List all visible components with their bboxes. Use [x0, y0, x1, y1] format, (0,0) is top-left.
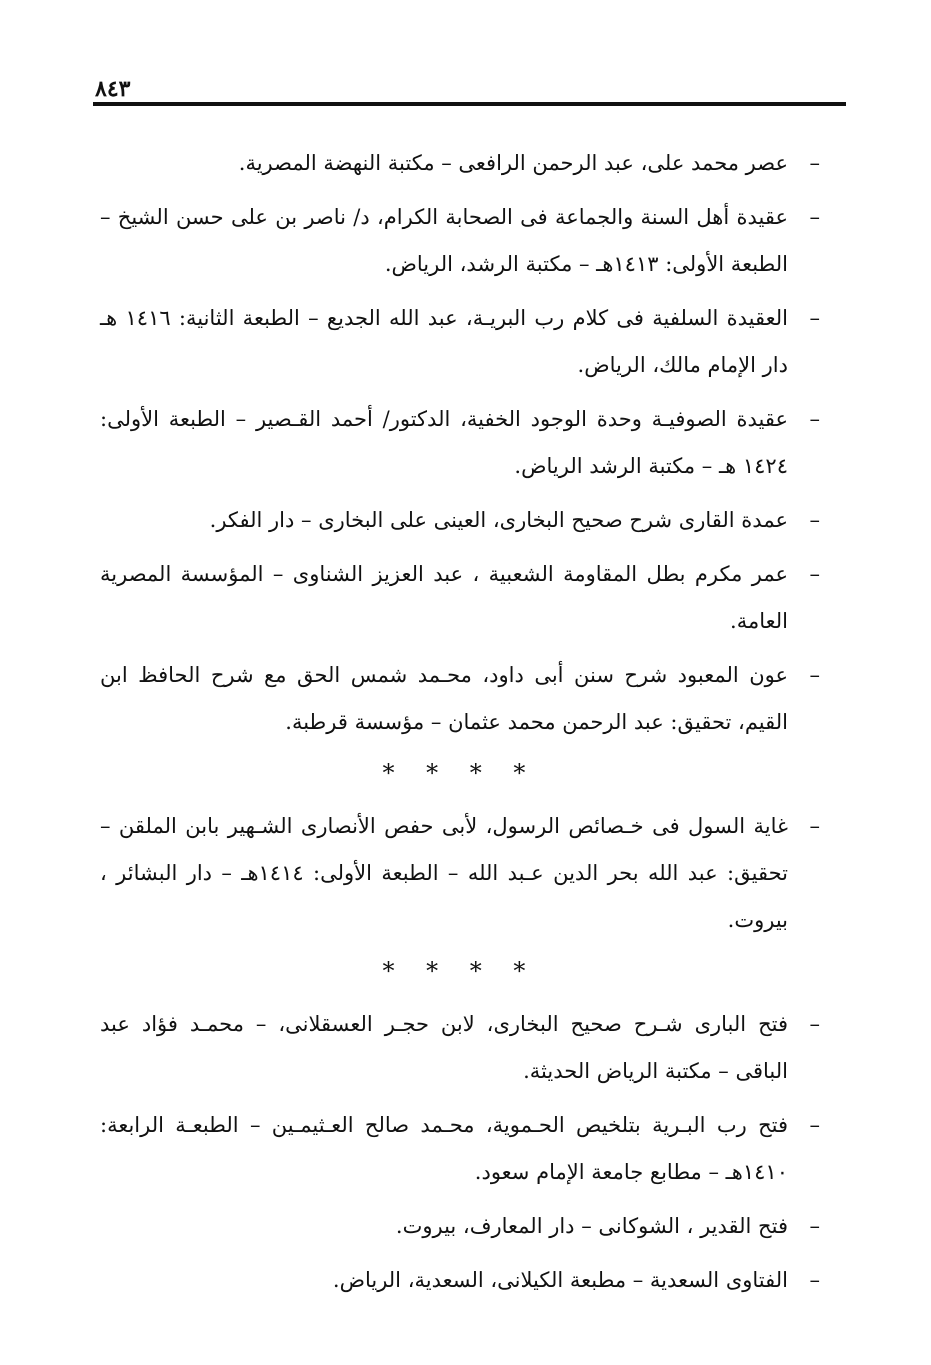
bibliography-entry — [100, 1102, 820, 1196]
bibliography-entry — [100, 396, 820, 490]
bibliography-entry — [100, 1257, 820, 1304]
bibliography-entry — [100, 1001, 820, 1095]
bibliography — [100, 140, 820, 1311]
section-separator: * * * * — [382, 957, 538, 985]
bibliography-entry — [100, 1203, 820, 1250]
bibliography-entry — [100, 194, 820, 288]
entry-text: عون المعبود شرح سنن أبى داود، محـمد شمس الحق مع شرح الحافظ ابن القيم، تحقيق: عبد الرحمن محمد عثمان – مؤسسة قرطبة. — [100, 663, 788, 734]
entry-dash: – — [809, 1113, 820, 1137]
page-number: ٨٤٣ — [95, 76, 131, 102]
bibliography-entry — [100, 803, 820, 944]
bibliography-entry — [100, 652, 820, 746]
entry-dash: – — [809, 1214, 820, 1238]
entry-dash: – — [809, 663, 820, 687]
header-rule — [93, 102, 846, 106]
entry-text: عصر محمد على، عبد الرحمن الرافعى – مكتبة النهضة المصرية. — [238, 151, 788, 175]
entry-dash: – — [809, 562, 820, 586]
entry-dash: – — [809, 814, 820, 838]
entry-text: عقيدة أهل السنة والجماعة فى الصحابة الكرام، د/ ناصر بن على حسن الشيخ – الطبعة الأولى: ١٤١٣هـ – مكتبة الرشد، الرياض. — [100, 205, 788, 276]
entry-dash: – — [809, 205, 820, 229]
bibliography-entry — [100, 497, 820, 544]
bibliography-entry — [100, 295, 820, 389]
entry-dash: – — [809, 508, 820, 532]
entry-text: عمر مكرم بطل المقاومة الشعبية ، عبد العزيز الشناوى – المؤسسة المصرية العامة. — [100, 562, 788, 633]
entry-dash: – — [809, 407, 820, 431]
section-separator: * * * * — [382, 759, 538, 787]
bibliography-entry — [100, 140, 820, 187]
entry-text: غاية السول فى خـصائص الرسول، لأبى حفص الأنصارى الشـهير بابن الملقن – تحقيق: عبد الله بحر الدين عـبد الله – الطبعة الأولى: ١٤١٤هـ – دار البشائر ، بيروت. — [100, 814, 788, 932]
entry-text: عقيدة الصوفيـة وحدة الوجود الخفية، الدكتور/ أحمد القـصير – الطبعة الأولى: ١٤٢٤ هـ – مكتبة الرشد الرياض. — [100, 407, 788, 478]
entry-dash: – — [809, 1268, 820, 1292]
entry-text: فتح القدير ، الشوكانى – دار المعارف، بيروت. — [395, 1214, 788, 1238]
entry-dash: – — [809, 151, 820, 175]
entry-dash: – — [809, 306, 820, 330]
entry-text: فتح البارى شـرح صحيح البخارى، لابن حجـر العسقلانى، – محمـد فؤاد عبد الباقى – مكتبة الرياض الحديثة. — [100, 1012, 788, 1083]
entry-text: فتح رب البـرية بتلخيص الحـموية، محـمد صالح العـثيمـين – الطبعـة الرابعة: ١٤١٠هـ – مطابع جامعة الإمام سعود. — [100, 1113, 788, 1184]
entry-text: عمدة القارى شرح صحيح البخارى، العينى على البخارى – دار الفكر. — [209, 508, 788, 532]
entry-dash: – — [809, 1012, 820, 1036]
bibliography-entry — [100, 551, 820, 645]
entry-text: الفتاوى السعدية – مطبعة الكيلانى، السعدية، الرياض. — [332, 1268, 788, 1292]
entry-text: العقيدة السلفية فى كلام رب البريـة، عبد الله الجديع – الطبعة الثانية: ١٤١٦ هـ دار الإمام مالك، الرياض. — [100, 306, 788, 377]
